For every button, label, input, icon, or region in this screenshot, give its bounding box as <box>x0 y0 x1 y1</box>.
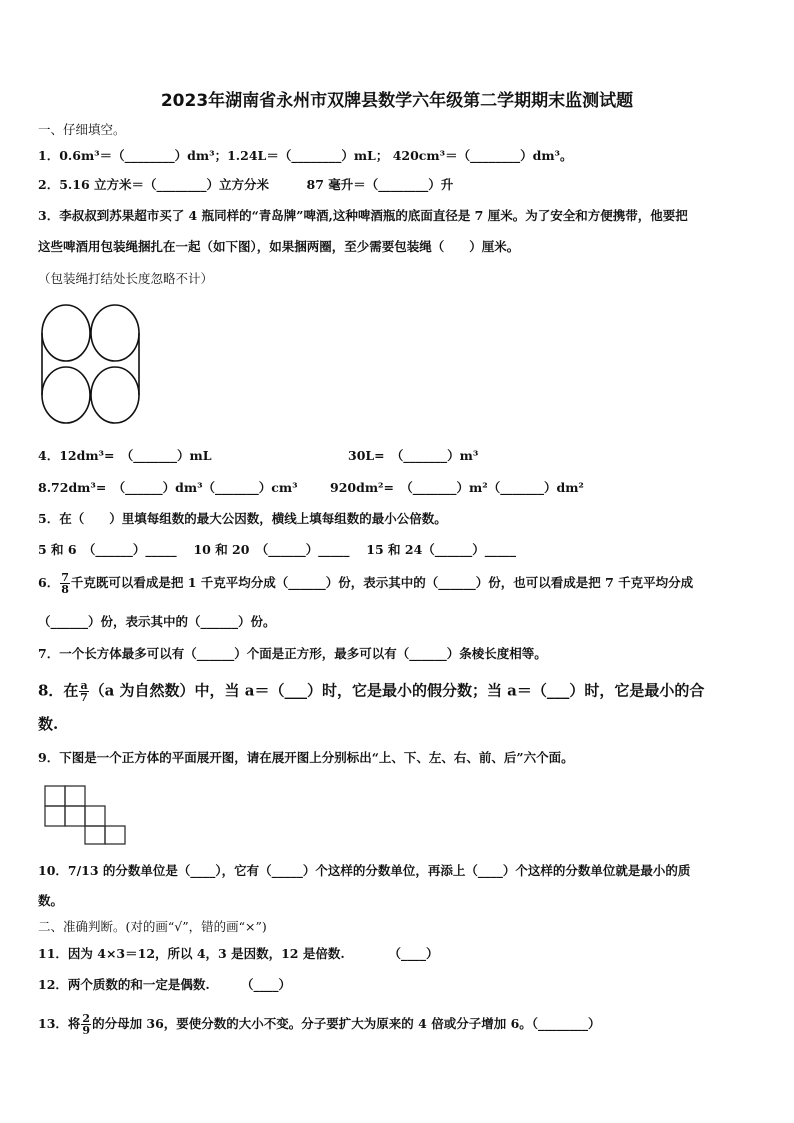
question-4-b: 30L= （_______）m³ <box>348 448 479 463</box>
question-6-text: 千克既可以看成是把 1 千克平均分成（______）份，表示其中的（______）份，也可以看成是把 7 千克平均分成 <box>70 575 694 590</box>
question-8-number: 8．在 <box>38 681 79 700</box>
question-4-c: 8.72dm³= （______）dm³（_______）cm³ <box>38 480 298 495</box>
question-10-line-2: 数。 <box>38 893 64 908</box>
question-4-d: 920dm²= （_______）m²（_______）dm² <box>330 480 584 495</box>
fraction-denominator: 9 <box>82 1024 91 1037</box>
question-6-line-2: （______）份，表示其中的（______）份。 <box>38 614 276 629</box>
section-heading-1: 一、仔细填空。 <box>38 122 126 137</box>
bottles-diagram <box>36 302 146 428</box>
fraction-7-8 <box>60 572 70 595</box>
question-2: 2．5.16 立方米＝（________）立方分米 87 毫升＝（________）升 <box>38 177 454 192</box>
question-3-note: （包装绳打结处长度忽略不计） <box>38 271 214 286</box>
question-5-row: 5 和 6 （______）_____ 10 和 20 （______）_____ 15 和 24（______）_____ <box>38 542 517 557</box>
question-8-line-2: 数. <box>38 715 59 733</box>
fraction-a-7 <box>79 680 88 703</box>
question-5: 5．在（ ）里填每组数的最大公因数，横线上填每组数的最小公倍数。 <box>38 511 447 526</box>
exam-title: 2023年湖南省永州市双牌县数学六年级第二学期期末监测试题 <box>160 91 634 111</box>
fraction-numerator: 2 <box>82 1012 91 1025</box>
question-8-line-1 <box>38 680 704 703</box>
section-heading-2: 二、准确判断。(对的画“√”，错的画“×”) <box>38 919 267 934</box>
question-11: 11．因为 4×3＝12，所以 4，3 是因数，12 是倍数. （____） <box>38 946 439 961</box>
question-12: 12．两个质数的和一定是偶数. （____） <box>38 977 291 992</box>
question-8-text: （a 为自然数）中，当 a＝（___）时，它是最小的假分数；当 a＝（___）时，它是最小的合 <box>89 681 705 700</box>
question-13-text: 的分母加 36，要使分数的大小不变。分子要扩大为原来的 4 倍或分子增加 6。（________） <box>92 1016 601 1031</box>
question-1: 1．0.6m³＝（________）dm³；1.24L＝（________）mL； 420cm³＝（________）dm³。 <box>38 148 573 163</box>
fraction-2-9 <box>81 1013 91 1036</box>
cube-net-diagram <box>40 782 130 848</box>
question-13 <box>38 1013 601 1036</box>
question-7: 7．一个长方体最多可以有（______）个面是正方形，最多可以有（______）条棱长度相等。 <box>38 646 547 661</box>
question-6-number: 6． <box>38 575 60 590</box>
fraction-denominator: 7 <box>80 691 88 704</box>
question-3-line-1: 3．李叔叔到苏果超市买了 4 瓶同样的“青岛牌”啤酒,这种啤酒瓶的底面直径是 7 厘米。为了安全和方便携带，他要把 <box>38 208 688 223</box>
question-9: 9．下图是一个正方体的平面展开图，请在展开图上分别标出“上、下、左、右、前、后”六个面。 <box>38 750 574 765</box>
question-4-a: 4．12dm³= （_______）mL <box>38 448 212 463</box>
question-10-line-1: 10．7/13 的分数单位是（____），它有（_____）个这样的分数单位，再添上（____）个这样的分数单位就是最小的质 <box>38 863 691 878</box>
fraction-numerator: a <box>80 679 88 692</box>
question-13-number: 13．将 <box>38 1016 81 1031</box>
fraction-denominator: 8 <box>61 583 69 596</box>
question-3-line-2: 这些啤酒用包装绳捆扎在一起（如下图），如果捆两圈，至少需要包装绳（ ）厘米。 <box>38 239 520 254</box>
fraction-numerator: 7 <box>61 571 69 584</box>
question-6-line-1 <box>38 572 693 595</box>
